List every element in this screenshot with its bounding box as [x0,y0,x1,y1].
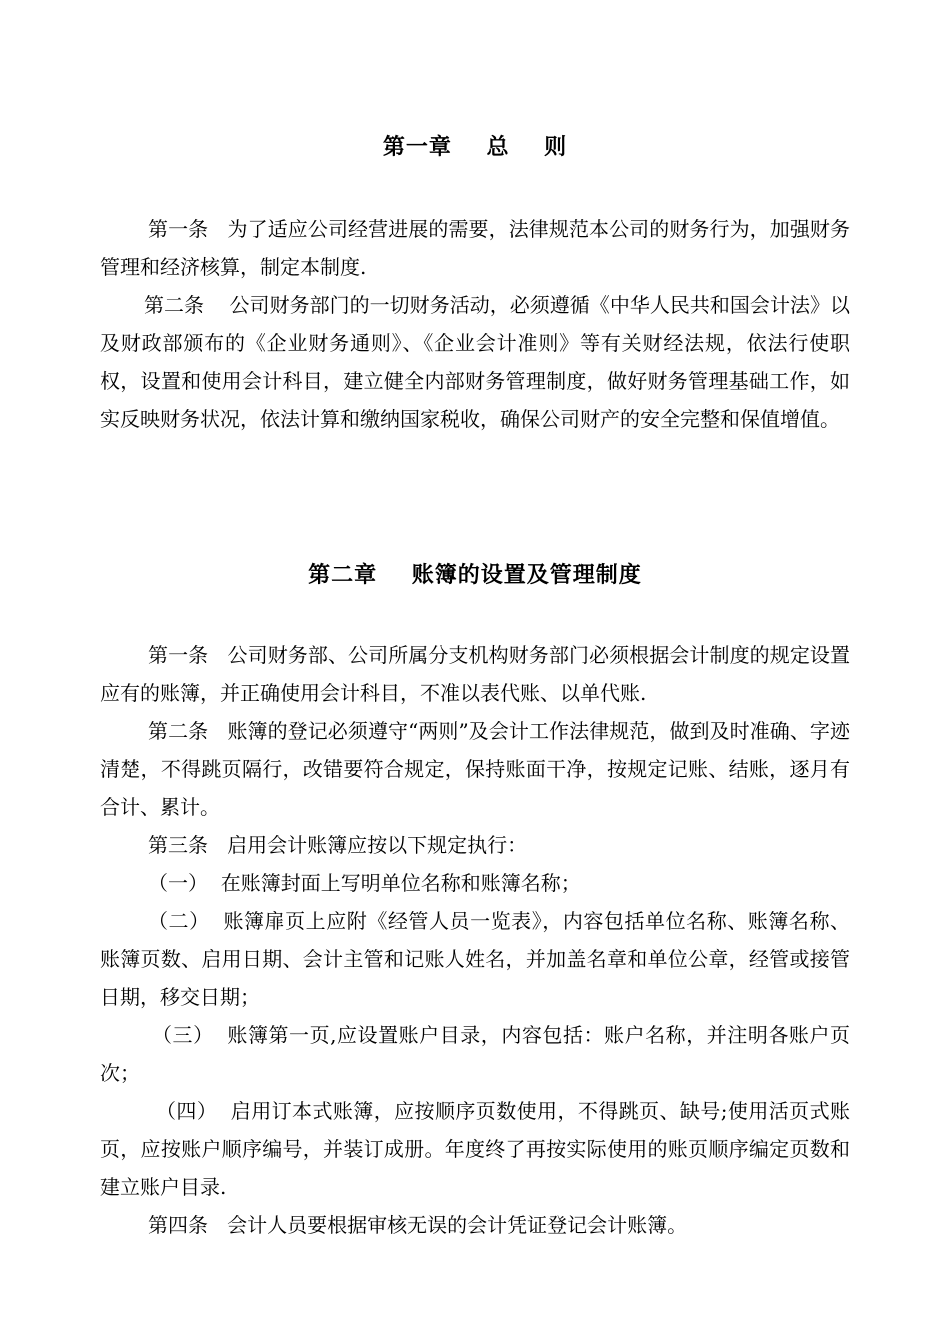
chapter-2-article-3: 第三条 启用会计账簿应按以下规定执行： [148,833,528,857]
chapter-1-body [100,210,850,438]
chapter-1-article-2: 第二条 公司财务部门的一切财务活动，必须遵循《中华人民共和国会计法》以及财政部颁布的《企业财务通则》、《企业会计准则》等有关财经法规，依法行使职权，设置和使用会计科目，建立健全内部财务管理制度，做好财务管理基础工作，如实反映财务状况，依法计算和缴纳国家税收，确保公司财产的安全完整和保值增值。 [100,293,850,431]
chapter-1-article-1: 第一条 为了适应公司经营进展的需要，法律规范本公司的财务行为，加强财务管理和经济核算，制定本制度. [100,217,850,279]
chapter-2-body [100,636,850,1244]
chapter-2-article-1: 第一条 公司财务部、公司所属分支机构财务部门必须根据会计制度的规定设置应有的账簿，并正确使用会计科目，不准以表代账、以单代账. [100,643,850,705]
chapter-2-title: 第二章 账簿的设置及管理制度 [308,562,642,588]
chapter-2-item-3: （三） 账簿第一页,应设置账户目录，内容包括：账户名称，并注明各账户页次； [100,1023,850,1085]
chapter-2-item-1: （一） 在账簿封面上写明单位名称和账簿名称； [148,871,581,895]
chapter-2-item-2: （二） 账簿扉页上应附《经管人员一览表》，内容包括单位名称、账簿名称、账簿页数、启用日期、会计主管和记账人姓名，并加盖名章和单位公章，经管或接管日期，移交日期； [100,909,850,1009]
chapter-1-title: 第一章 总 则 [382,134,568,160]
chapter-2-article-4: 第四条 会计人员要根据审核无误的会计凭证登记会计账簿。 [148,1213,688,1237]
chapter-2-article-2: 第二条 账簿的登记必须遵守“两则”及会计工作法律规范，做到及时准确、字迹清楚，不得跳页隔行，改错要符合规定，保持账面干净，按规定记账、结账，逐月有合计、累计。 [100,719,850,819]
chapter-2-item-4: （四） 启用订本式账簿，应按顺序页数使用，不得跳页、缺号;使用活页式账页，应按账户顺序编号，并装订成册。年度终了再按实际使用的账页顺序编定页数和建立账户目录. [100,1099,850,1199]
